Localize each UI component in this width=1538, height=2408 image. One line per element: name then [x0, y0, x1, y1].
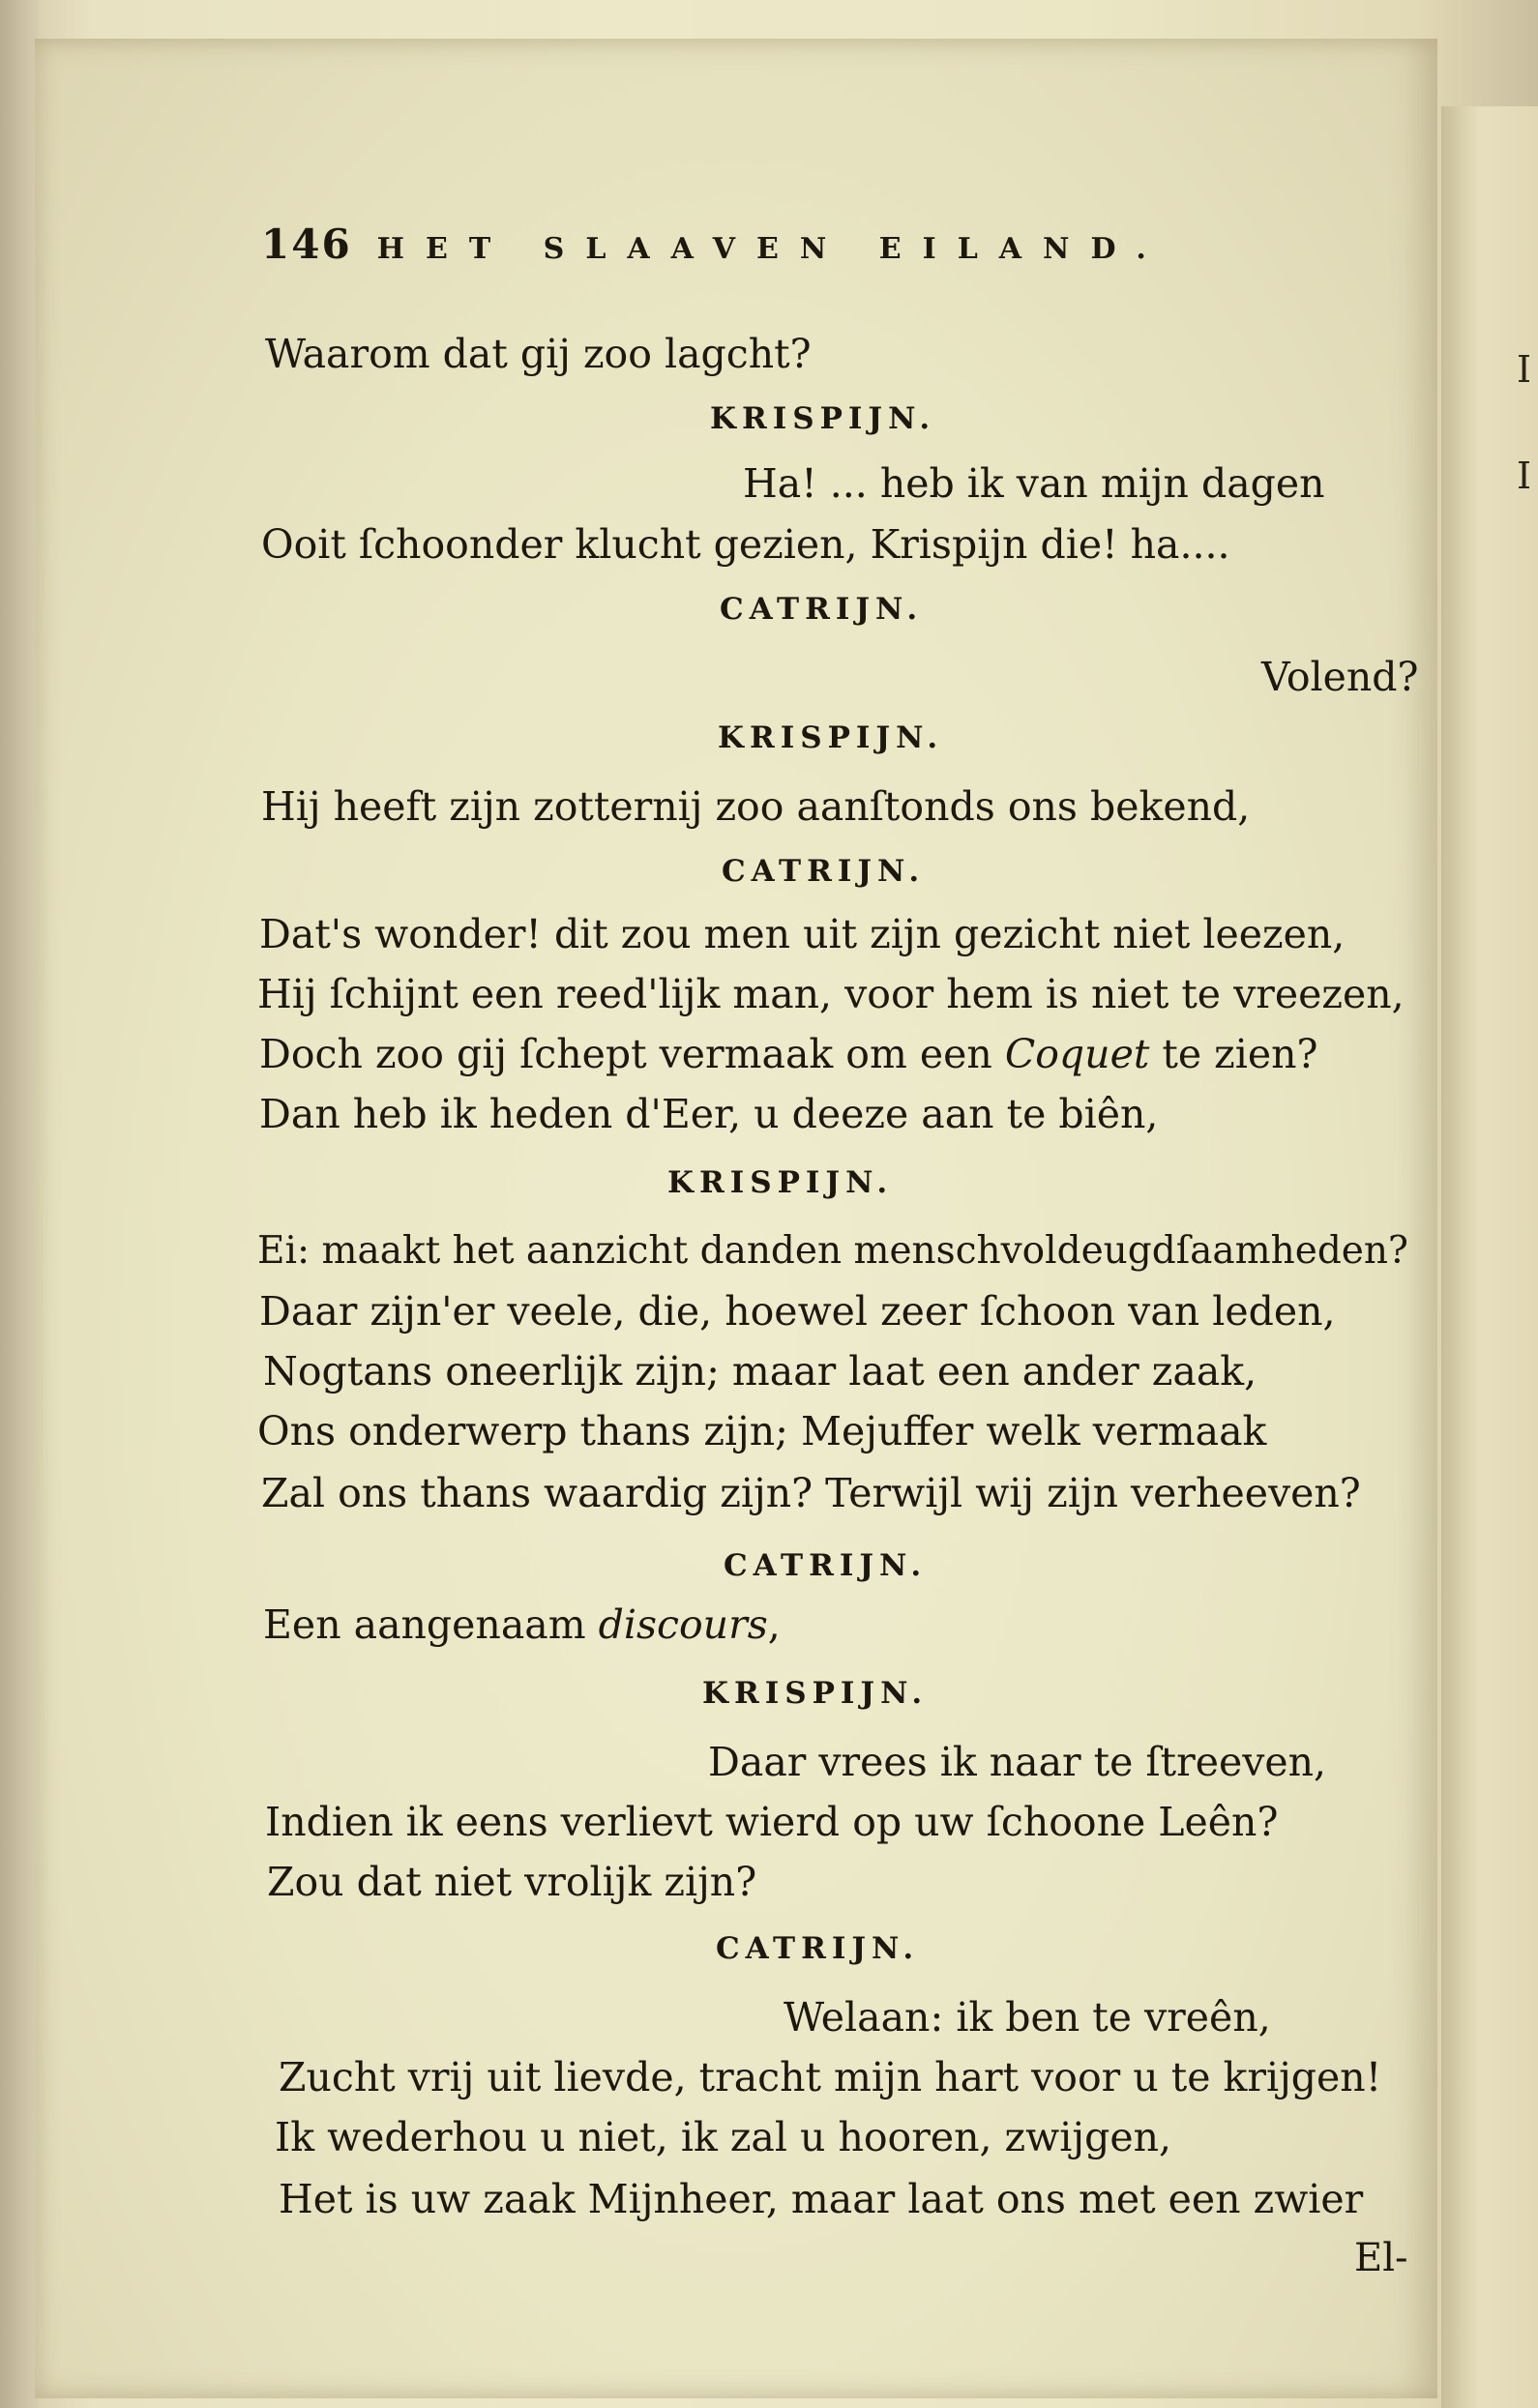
verse-line: Het is uw zaak Mijnheer, maar laat ons met een zwier — [279, 2176, 1364, 2222]
speaker-name: CATRIJN. — [722, 854, 926, 889]
verse-line: Hij heeft zijn zotternij zoo aanſtonds ons bekend, — [261, 783, 1251, 830]
verse-line: Hij ſchijnt een reed'lijk man, voor hem is niet te vreezen, — [257, 971, 1405, 1017]
verse-line: Zucht vrij uit lievde, tracht mijn hart voor u te krijgen! — [279, 2054, 1382, 2100]
adjacent-page-fragment: I — [1517, 455, 1532, 497]
speaker-name: KRISPIJN. — [702, 1676, 929, 1711]
verse-line: Ons onderwerp thans zijn; Mejuffer welk vermaak — [257, 1408, 1267, 1454]
verse-line: Zou dat niet vrolijk zijn? — [267, 1859, 757, 1905]
page-number: 146 — [261, 220, 352, 268]
verse-line: Dat's wonder! dit zou men uit zijn gezicht niet leezen, — [259, 911, 1346, 957]
italic-word: Coquet — [1004, 1031, 1150, 1077]
catchword: El- — [1354, 2236, 1408, 2280]
speaker-name: CATRIJN. — [724, 1548, 928, 1583]
verse-line: Ik wederhou u niet, ik zal u hooren, zwijgen, — [275, 2114, 1172, 2160]
verse-line: Ooit ſchoonder klucht gezien, Krispijn die! ha.... — [261, 521, 1230, 568]
verse-line: Nogtans oneerlijk zijn; maar laat een ander zaak, — [263, 1348, 1257, 1395]
verse-line: Ha! ... heb ik van mijn dagen — [743, 460, 1325, 507]
speaker-name: CATRIJN. — [720, 592, 924, 627]
adjacent-page-fragment: I — [1517, 348, 1532, 391]
verse-line: Indien ik eens verlievt wierd op uw ſchoone Leên? — [265, 1799, 1279, 1845]
verse-line: Daar zijn'er veele, die, hoewel zeer ſchoon van leden, — [259, 1288, 1336, 1335]
verse-line: Zal ons thans waardig zijn? Terwijl wij zijn verheeven? — [261, 1470, 1361, 1516]
speaker-name: CATRIJN. — [716, 1931, 920, 1966]
italic-word: discours — [598, 1601, 768, 1648]
speaker-name: KRISPIJN. — [667, 1165, 894, 1200]
verse-line: Doch zoo gij ſchept vermaak om een Coquet te zien? — [259, 1031, 1318, 1077]
verse-line: Volend? — [1261, 654, 1419, 700]
speaker-name: KRISPIJN. — [718, 720, 944, 755]
verse-line: Dan heb ik heden d'Eer, u deeze aan te biên, — [259, 1091, 1159, 1137]
running-title: HET SLAAVEN EILAND. — [376, 232, 1168, 266]
page-header — [261, 220, 1168, 268]
speaker-name: KRISPIJN. — [710, 401, 936, 436]
verse-line: Ei: maakt het aanzicht danden menschvoldeugdſaamheden? — [257, 1229, 1408, 1273]
verse-line: Een aangenaam discours, — [263, 1601, 781, 1648]
verse-line: Welaan: ik ben te vreên, — [784, 1994, 1271, 2041]
verse-line: Waarom dat gij zoo lagcht? — [265, 331, 812, 377]
verse-line: Daar vrees ik naar te ſtreeven, — [708, 1739, 1327, 1785]
